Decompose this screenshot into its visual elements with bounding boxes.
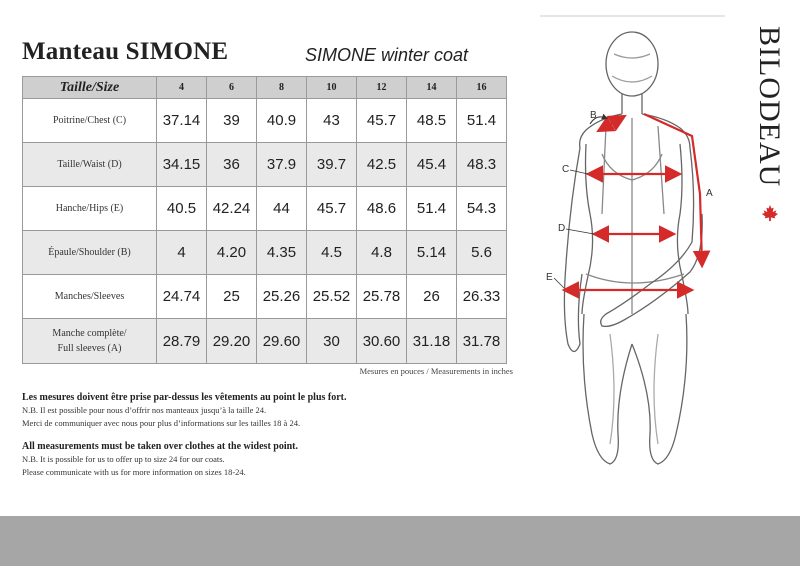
page-subtitle: SIMONE winter coat <box>305 45 469 65</box>
table-cell: 43 <box>307 99 357 143</box>
footer-band <box>0 516 800 566</box>
brand-logo <box>752 26 792 226</box>
table-cell: 4.5 <box>307 231 357 275</box>
table-row <box>23 319 507 364</box>
table-cell: 40.5 <box>157 187 207 231</box>
size-col-header: 8 <box>257 77 307 99</box>
table-cell: 48.6 <box>357 187 407 231</box>
size-header-row <box>23 77 507 99</box>
label-e: E <box>546 272 553 283</box>
table-row <box>23 275 507 319</box>
size-col-header: 14 <box>407 77 457 99</box>
table-cell: 37.9 <box>257 143 307 187</box>
label-b: B <box>590 110 597 121</box>
table-cell: 25.52 <box>307 275 357 319</box>
row-label: Épaule/Shoulder (B) <box>23 231 157 275</box>
measurement-notes <box>22 392 502 480</box>
table-cell: 29.60 <box>257 319 307 364</box>
table-cell: 45.7 <box>357 99 407 143</box>
row-label: Taille/Waist (D) <box>23 143 157 187</box>
table-cell: 30.60 <box>357 319 407 364</box>
maple-leaf-icon <box>761 204 779 222</box>
row-label: Manches/Sleeves <box>23 275 157 319</box>
table-cell: 51.4 <box>407 187 457 231</box>
units-note: Mesures en pouces / Measurements in inches <box>359 366 513 376</box>
table-cell: 30 <box>307 319 357 364</box>
table-cell: 44 <box>257 187 307 231</box>
mannequin-illustration <box>540 14 745 474</box>
table-cell: 31.78 <box>457 319 507 364</box>
table-cell: 48.3 <box>457 143 507 187</box>
table-cell: 39 <box>207 99 257 143</box>
table-cell: 42.5 <box>357 143 407 187</box>
row-label-line: Manche complète/ <box>52 328 127 339</box>
table-cell: 51.4 <box>457 99 507 143</box>
table-cell: 34.15 <box>157 143 207 187</box>
row-label: Hanche/Hips (E) <box>23 187 157 231</box>
table-cell: 39.7 <box>307 143 357 187</box>
table-cell: 4.8 <box>357 231 407 275</box>
table-cell: 24.74 <box>157 275 207 319</box>
note-en-line: N.B. It is possible for us to offer up to size 24 for our coats. <box>22 454 225 464</box>
table-cell: 4.20 <box>207 231 257 275</box>
note-fr-line: N.B. Il est possible pour nous d’offrir nos manteaux jusqu’à la taille 24. <box>22 405 267 415</box>
table-row <box>23 99 507 143</box>
table-row <box>23 231 507 275</box>
note-fr-line: Merci de communiquer avec nous pour plus d’informations sur les tailles 18 à 24. <box>22 418 301 428</box>
label-d: D <box>558 223 566 234</box>
table-cell: 25.26 <box>257 275 307 319</box>
size-col-header: 6 <box>207 77 257 99</box>
table-cell: 54.3 <box>457 187 507 231</box>
note-fr-heading: Les mesures doivent être prise par-dessus les vêtements au point le plus fort. <box>22 392 347 403</box>
table-cell: 40.9 <box>257 99 307 143</box>
table-cell: 45.7 <box>307 187 357 231</box>
note-en-heading: All measurements must be taken over clothes at the widest point. <box>22 441 299 452</box>
table-cell: 25.78 <box>357 275 407 319</box>
table-cell: 25 <box>207 275 257 319</box>
table-cell: 5.6 <box>457 231 507 275</box>
label-c: C <box>562 164 570 175</box>
table-cell: 4 <box>157 231 207 275</box>
table-cell: 5.14 <box>407 231 457 275</box>
size-col-header: 16 <box>457 77 507 99</box>
size-header-label: Taille/Size <box>23 77 157 99</box>
size-col-header: 12 <box>357 77 407 99</box>
row-label <box>23 319 157 364</box>
table-cell: 4.35 <box>257 231 307 275</box>
table-cell: 31.18 <box>407 319 457 364</box>
table-cell: 45.4 <box>407 143 457 187</box>
page-title: Manteau SIMONE <box>22 38 229 65</box>
table-row <box>23 187 507 231</box>
table-cell: 36 <box>207 143 257 187</box>
row-label: Poitrine/Chest (C) <box>23 99 157 143</box>
table-cell: 42.24 <box>207 187 257 231</box>
brand-name: BILODEAU <box>753 26 786 188</box>
label-a: A <box>706 188 713 199</box>
size-chart-table <box>22 76 507 364</box>
table-cell: 48.5 <box>407 99 457 143</box>
note-en-line: Please communicate with us for more information on sizes 18-24. <box>22 467 246 477</box>
table-cell: 37.14 <box>157 99 207 143</box>
size-col-header: 10 <box>307 77 357 99</box>
table-cell: 28.79 <box>157 319 207 364</box>
table-cell: 26 <box>407 275 457 319</box>
table-cell: 26.33 <box>457 275 507 319</box>
table-cell: 29.20 <box>207 319 257 364</box>
size-col-header: 4 <box>157 77 207 99</box>
measurement-figure <box>540 14 745 474</box>
table-row <box>23 143 507 187</box>
row-label-line: Full sleeves (A) <box>57 343 122 354</box>
